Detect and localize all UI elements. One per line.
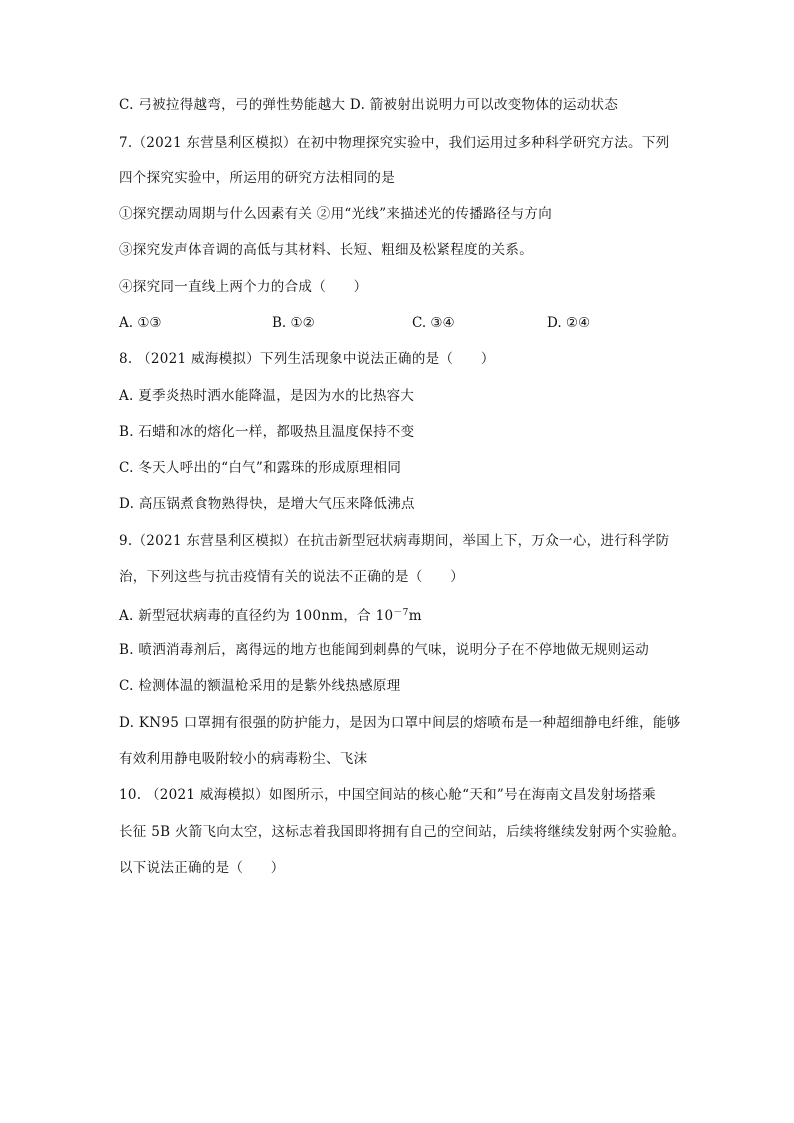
exponent: －7 bbox=[393, 608, 409, 618]
q7-option-a: A. ①③ bbox=[119, 315, 162, 331]
q7-item-4: ④探究同一直线上两个力的合成（ ） bbox=[119, 279, 368, 295]
q10-stem-line-2: 长征 5B 火箭飞向太空，这标志着我国即将拥有自己的空间站，后续将继续发射两个实验舱。 bbox=[119, 824, 686, 840]
q8-option-b: B. 石蜡和冰的熔化一样，都吸热且温度保持不变 bbox=[119, 424, 415, 440]
q9-option-c: C. 检测体温的额温枪采用的是紫外线热感原理 bbox=[119, 678, 401, 694]
q9-option-a-text: A. 新型冠状病毒的直径约为 100nm，合 10 bbox=[119, 608, 394, 624]
q8-option-c: C. 冬天人呼出的“白气”和露珠的形成原理相同 bbox=[119, 460, 402, 476]
q7-option-b: B. ①② bbox=[272, 315, 315, 331]
q6-options-cd: C. 弓被拉得越弯，弓的弹性势能越大 D. 箭被射出说明力可以改变物体的运动状态 bbox=[119, 97, 619, 113]
q7-stem-line-1: 7.（2021 东营垦利区模拟）在初中物理探究实验中，我们运用过多种科学研究方法。下列 bbox=[119, 135, 670, 151]
q7-option-c: C. ③④ bbox=[412, 315, 455, 331]
q9-option-a bbox=[119, 604, 422, 625]
q8-stem: 8. （2021 威海模拟）下列生活现象中说法正确的是（ ） bbox=[119, 351, 495, 367]
q9-stem-line-2: 治，下列这些与抗击疫情有关的说法不正确的是（ ） bbox=[119, 569, 464, 585]
q7-stem-line-2: 四个探究实验中，所运用的研究方法相同的是 bbox=[119, 170, 395, 186]
unit-m: m bbox=[408, 608, 422, 624]
q7-item-1-2: ①探究摆动周期与什么因素有关 ②用“光线”来描述光的传播路径与方向 bbox=[119, 206, 552, 222]
q9-option-b: B. 喷洒消毒剂后，离得远的地方也能闻到刺鼻的气味，说明分子在不停地做无规则运动 bbox=[119, 642, 650, 658]
q8-option-d: D. 高压锅煮食物熟得快，是增大气压来降低沸点 bbox=[119, 496, 415, 512]
q9-option-d-line-1: D. KN95 口罩拥有很强的防护能力，是因为口罩中间层的熔喷布是一种超细静电纤维，能够 bbox=[119, 715, 681, 731]
q7-option-d: D. ②④ bbox=[547, 315, 591, 331]
q9-stem-line-1: 9.（2021 东营垦利区模拟）在抗击新型冠状病毒期间，举国上下，万众一心，进行科学防 bbox=[119, 533, 670, 549]
q10-stem-line-3: 以下说法正确的是（ ） bbox=[119, 860, 285, 876]
q9-option-d-line-2: 有效利用静电吸附较小的病毒粉尘、飞沫 bbox=[119, 751, 368, 767]
q7-item-3: ③探究发声体音调的高低与其材料、长短、粗细及松紧程度的关系。 bbox=[119, 242, 533, 258]
q10-stem-line-1: 10. （2021 威海模拟）如图所示，中国空间站的核心舱“天和”号在海南文昌发射场搭乘 bbox=[119, 787, 656, 803]
q8-option-a: A. 夏季炎热时洒水能降温，是因为水的比热容大 bbox=[119, 388, 415, 404]
